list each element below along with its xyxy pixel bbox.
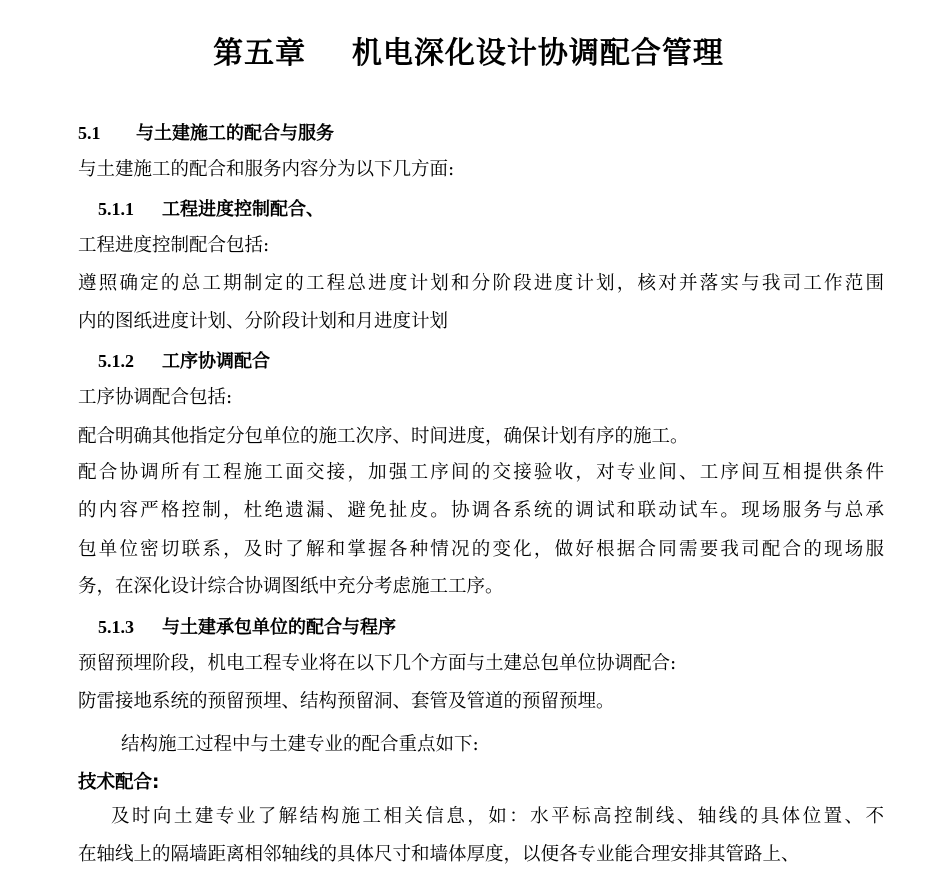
bold-label: 技术配合:	[78, 772, 160, 793]
paragraph: 工序协调配合包括:	[78, 387, 233, 408]
section-heading-5-1-1	[98, 196, 324, 223]
paragraph-line: 配合协调所有工程施工面交接，加强工序间的交接验收，对专业间、工序间互相提供条件	[78, 462, 884, 483]
section-title: 工程进度控制配合、	[162, 199, 324, 220]
paragraph: 配合明确其他指定分包单位的施工次序、时间进度，确保计划有序的施工。	[78, 426, 689, 447]
paragraph-line: 在轴线上的隔墙距离相邻轴线的具体尺寸和墙体厚度，以便各专业能合理安排其管路上、	[78, 844, 800, 865]
section-number: 5.1.3	[98, 617, 134, 637]
section-heading-5-1-2	[98, 348, 270, 375]
paragraph: 防雷接地系统的预留预埋、结构预留洞、套管及管道的预留预埋。	[78, 691, 615, 712]
paragraph: 结构施工过程中与土建专业的配合重点如下:	[121, 734, 479, 755]
paragraph-line: 内的图纸进度计划、分阶段计划和月进度计划	[78, 311, 449, 332]
section-heading-5-1-3	[98, 614, 396, 641]
section-title: 工序协调配合	[162, 351, 270, 372]
section-title: 与土建承包单位的配合与程序	[162, 617, 396, 638]
section-number: 5.1	[78, 123, 101, 143]
chapter-title: 第五章 机电深化设计协调配合管理	[213, 36, 724, 71]
paragraph-line: 包单位密切联系，及时了解和掌握各种情况的变化，做好根据合同需要我司配合的现场服	[78, 539, 884, 560]
paragraph: 预留预埋阶段，机电工程专业将在以下几个方面与土建总包单位协调配合:	[78, 653, 677, 674]
section-title: 与土建施工的配合与服务	[136, 123, 334, 144]
paragraph-line: 的内容严格控制，杜绝遗漏、避免扯皮。协调各系统的调试和联动试车。现场服务与总承	[78, 500, 884, 521]
section-number: 5.1.2	[98, 351, 134, 371]
section-heading-5-1	[78, 120, 334, 147]
paragraph-line: 务，在深化设计综合协调图纸中充分考虑施工工序。	[78, 576, 504, 597]
paragraph: 工程进度控制配合包括:	[78, 235, 270, 256]
paragraph-line: 及时向土建专业了解结构施工相关信息，如：水平标高控制线、轴线的具体位置、不	[111, 806, 884, 827]
paragraph-line: 遵照确定的总工期制定的工程总进度计划和分阶段进度计划，核对并落实与我司工作范围	[78, 273, 884, 294]
section-number: 5.1.1	[98, 199, 134, 219]
paragraph: 与土建施工的配合和服务内容分为以下几方面:	[78, 159, 455, 180]
